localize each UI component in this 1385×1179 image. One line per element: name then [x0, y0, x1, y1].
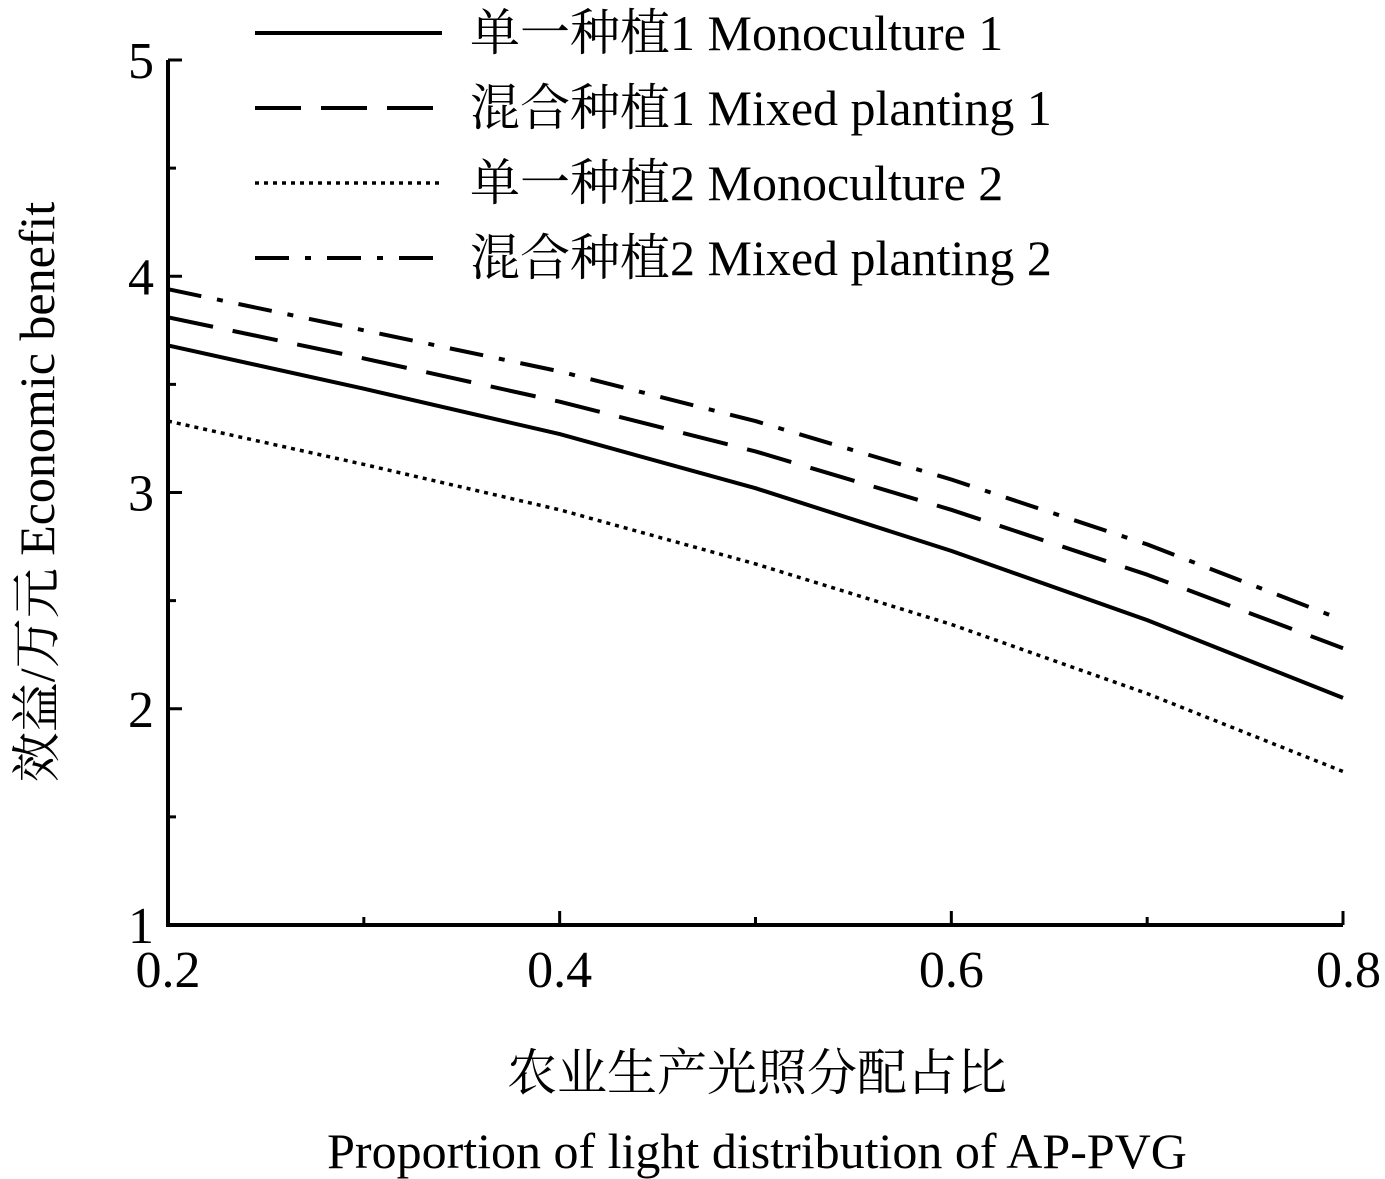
legend-label-1: 单一种植1 Monoculture 1 [470, 5, 1004, 61]
y-tick-label: 2 [128, 681, 154, 739]
x-tick-label: 0.8 [1316, 942, 1381, 999]
series-line-2 [168, 317, 1343, 648]
x-axis-label-en: Proportion of light distribution of AP-PVG [327, 1123, 1187, 1179]
y-tick-label: 5 [128, 33, 154, 90]
legend-label-4: 混合种植2 Mixed planting 2 [470, 230, 1052, 286]
y-tick-label: 4 [128, 249, 154, 307]
y-tick-label: 1 [128, 898, 154, 955]
legend-label-2: 混合种植1 Mixed planting 1 [470, 80, 1052, 136]
series-line-1 [168, 345, 1343, 698]
x-tick-label: 0.2 [135, 942, 201, 999]
x-axis-label-cn: 农业生产光照分配占比 [507, 1045, 1007, 1101]
y-axis-label: 效益/万元 Economic benefit [9, 201, 65, 783]
y-tick-label: 3 [128, 465, 154, 523]
series-lines [168, 289, 1343, 771]
x-tick-label: 0.4 [527, 942, 593, 999]
series-line-4 [168, 289, 1343, 620]
legend-label-3: 单一种植2 Monoculture 2 [470, 155, 1004, 211]
series-line-3 [168, 421, 1343, 771]
x-tick-label: 0.6 [918, 942, 984, 999]
legend [255, 5, 1052, 286]
